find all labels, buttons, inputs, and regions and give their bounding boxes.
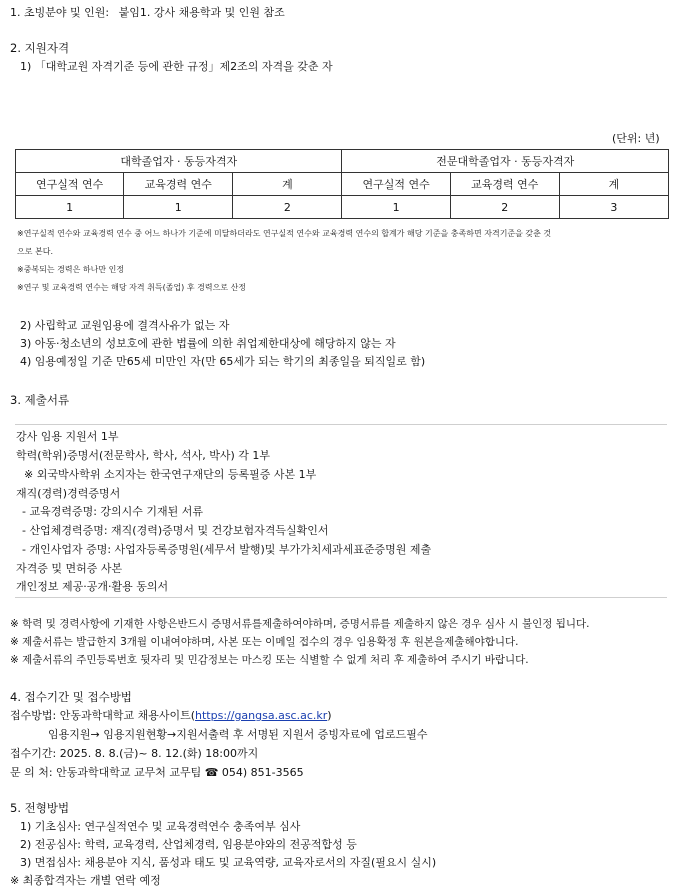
table-group-university: 대학졸업자 · 동등자격자 [16,150,342,173]
qualification-item-2: 2) 사립학교 교원임용에 결격사유가 없는 자 [20,319,230,332]
table-note-3: ※연구 및 교육경력 연수는 해당 자격 취득(졸업) 후 경력으로 산정 [17,283,247,292]
recruitment-site-link[interactable]: https://gangsa.asc.ac.kr [195,709,328,722]
table-note-1: ※연구실적 연수와 교육경력 연수 중 어느 하나가 기준에 미달하더라도 연구실적 연수와 교육경력 연수의 합계가 해당 기준을 충족하면 자격기준을 갖춘 것 [17,229,552,238]
table-header-cell: 교육경력 연수 [124,173,233,196]
section-3-title: 3. 제출서류 [10,393,70,407]
final-notice: ※ 최종합격자는 개별 연락 예정 [10,874,161,887]
screening-item: 1) 기초심사: 연구실적연수 및 교육경력연수 충족여부 심사 [20,820,301,833]
document-note-3: ※ 제출서류의 주민등록번호 뒷자리 및 민감정보는 마스킹 또는 식별할 수 없게 처리 후 제출하여 주시기 바랍니다. [10,654,529,666]
document-item: 자격증 및 면허증 사본 [16,562,123,575]
document-item: 강사 임용 지원서 1부 [16,430,119,443]
table-value-cell: 2 [233,196,342,219]
table-group-college: 전문대학졸업자 · 동등자격자 [342,150,669,173]
document-item: 개인정보 제공·공개·활용 동의서 [16,580,169,593]
section-4-title: 4. 접수기간 및 접수방법 [10,690,132,704]
documents-top-divider [15,424,667,425]
table-header-cell: 연구실적 연수 [342,173,450,196]
unit-label: (단위: 년) [612,132,660,145]
qualification-item-4: 4) 임용예정일 기준 만65세 미만인 자(만 65세가 되는 학기의 최종일을 퇴직일로 함) [20,355,426,368]
document-item: ※ 외국박사학위 소지자는 한국연구재단의 등록필증 사본 1부 [24,468,317,481]
application-method [10,707,332,723]
document-item: - 교육경력증명: 강의시수 기재된 서류 [22,505,204,518]
table-header-cell: 연구실적 연수 [16,173,124,196]
document-item: - 산업체경력증명: 재직(경력)증명서 및 건강보험자격득실확인서 [22,524,329,537]
recruitment-label: 1. 초빙분야 및 인원: [10,6,110,19]
table-note-2: ※중복되는 경력은 하나만 인정 [17,265,125,274]
table-header-cell: 교육경력 연수 [450,173,559,196]
qualification-item-1: 1) 「대학교원 자격기준 등에 관한 규정」제2조의 자격을 갖춘 자 [20,60,333,73]
document-item: - 개인사업자 증명: 사업자등록증명원(세무서 발행)및 부가가치세과세표준증명원 제출 [22,543,432,556]
table-value-cell: 1 [342,196,450,219]
contact-info: 문 의 처: 안동과학대학교 교무처 교무팀 ☎ 054) 851-3565 [10,766,304,779]
table-header-cell: 계 [233,173,342,196]
section-5-title: 5. 전형방법 [10,801,70,815]
document-item: 재직(경력)경력증명서 [16,487,121,500]
table-value-cell: 3 [559,196,668,219]
application-period: 접수기간: 2025. 8. 8.(금)~ 8. 12.(화) 18:00까지 [10,747,259,760]
document-note-1: ※ 학력 및 경력사항에 기재한 사항은반드시 증명서류를제출하여야하며, 증명서류를 제출하지 않은 경우 심사 시 불인정 됩니다. [10,618,590,630]
section-2-title: 2. 지원자격 [10,41,70,55]
table-value-cell: 1 [124,196,233,219]
application-method-prefix: 접수방법: 안동과학대학교 채용사이트( [10,709,196,722]
screening-item: 2) 전공심사: 학력, 교육경력, 산업체경력, 임용분야와의 전공적합성 등 [20,838,357,851]
document-note-2: ※ 제출서류는 발급한지 3개월 이내여야하며, 사본 또는 이메일 접수의 경우 임용확정 후 원본을제출해야합니다. [10,636,519,648]
qualification-table [15,149,669,219]
table-note-1-cont: 으로 본다. [17,247,53,256]
table-value-cell: 1 [16,196,124,219]
documents-bottom-divider [15,597,667,598]
application-method-detail: 임용지원→ 임용지원현황→지원서출력 후 서명된 지원서 증빙자료에 업로드필수 [48,728,428,741]
recruitment-field [10,4,285,20]
application-method-suffix: ) [327,709,332,722]
table-value-cell: 2 [450,196,559,219]
qualification-item-3: 3) 아동·청소년의 성보호에 관한 법률에 의한 취업제한대상에 해당하지 않는 자 [20,337,396,350]
table-header-cell: 계 [559,173,668,196]
recruitment-value: 붙임1. 강사 채용학과 및 인원 참조 [118,6,285,19]
screening-item: 3) 면접심사: 채용분야 지식, 품성과 태도 및 교육역량, 교육자로서의 자질(필요시 실시) [20,856,437,869]
document-item: 학력(학위)증명서(전문학사, 학사, 석사, 박사) 각 1부 [16,449,271,462]
